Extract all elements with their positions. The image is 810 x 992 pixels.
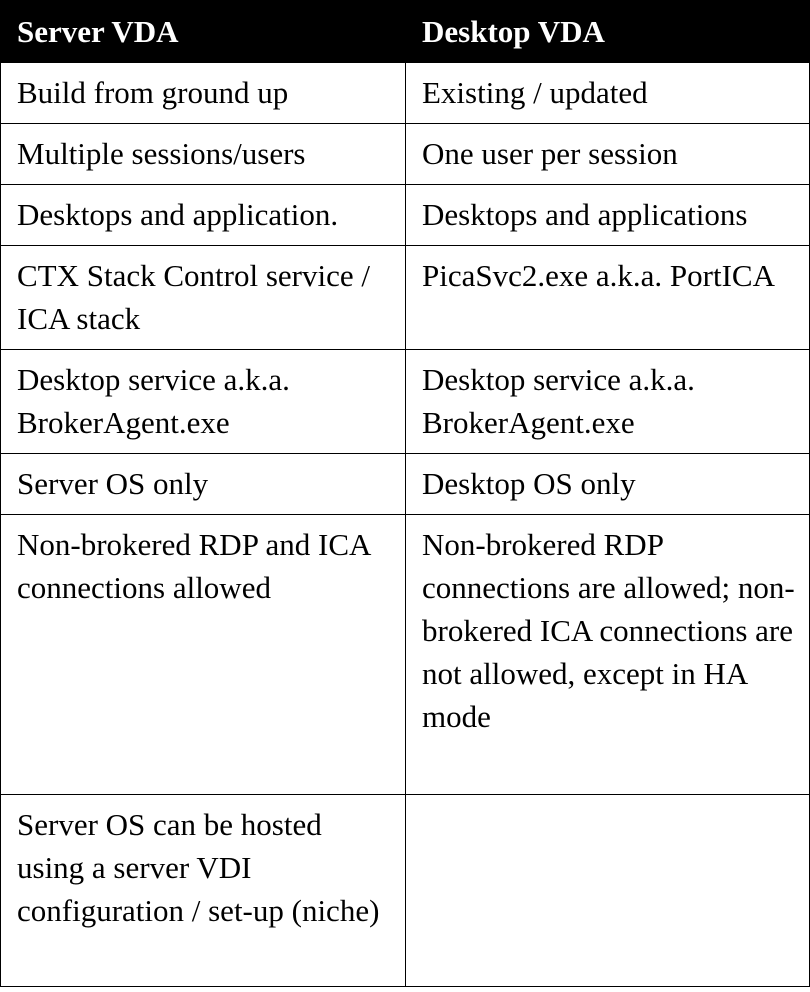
table-row <box>1 124 810 185</box>
desktop-vda-cell: Non-brokered RDP connections are allowed; non-brokered ICA connections are not allowed, except in HA mode <box>406 515 810 795</box>
server-vda-cell: Desktop service a.k.a. BrokerAgent.exe <box>1 350 406 454</box>
header-desktop-vda: Desktop VDA <box>406 1 810 63</box>
desktop-vda-cell: Desktops and applications <box>406 185 810 246</box>
server-vda-cell: Server OS can be hosted using a server VDI configuration / set-up (niche) <box>1 795 406 987</box>
table-row <box>1 63 810 124</box>
desktop-vda-cell: PicaSvc2.exe a.k.a. PortICA <box>406 246 810 350</box>
desktop-vda-cell: Desktop OS only <box>406 454 810 515</box>
table-row <box>1 246 810 350</box>
desktop-vda-cell: Existing / updated <box>406 63 810 124</box>
table-row <box>1 185 810 246</box>
header-server-vda: Server VDA <box>1 1 406 63</box>
server-vda-cell: Build from ground up <box>1 63 406 124</box>
table-row <box>1 515 810 795</box>
server-vda-cell: Multiple sessions/users <box>1 124 406 185</box>
server-vda-cell: CTX Stack Control service / ICA stack <box>1 246 406 350</box>
desktop-vda-cell <box>406 795 810 987</box>
table-row <box>1 350 810 454</box>
server-vda-cell: Server OS only <box>1 454 406 515</box>
desktop-vda-cell: Desktop service a.k.a. BrokerAgent.exe <box>406 350 810 454</box>
table-row <box>1 454 810 515</box>
desktop-vda-cell: One user per session <box>406 124 810 185</box>
table-row <box>1 795 810 987</box>
header-row <box>1 1 810 63</box>
server-vda-cell: Non-brokered RDP and ICA connections allowed <box>1 515 406 795</box>
server-vda-cell: Desktops and application. <box>1 185 406 246</box>
